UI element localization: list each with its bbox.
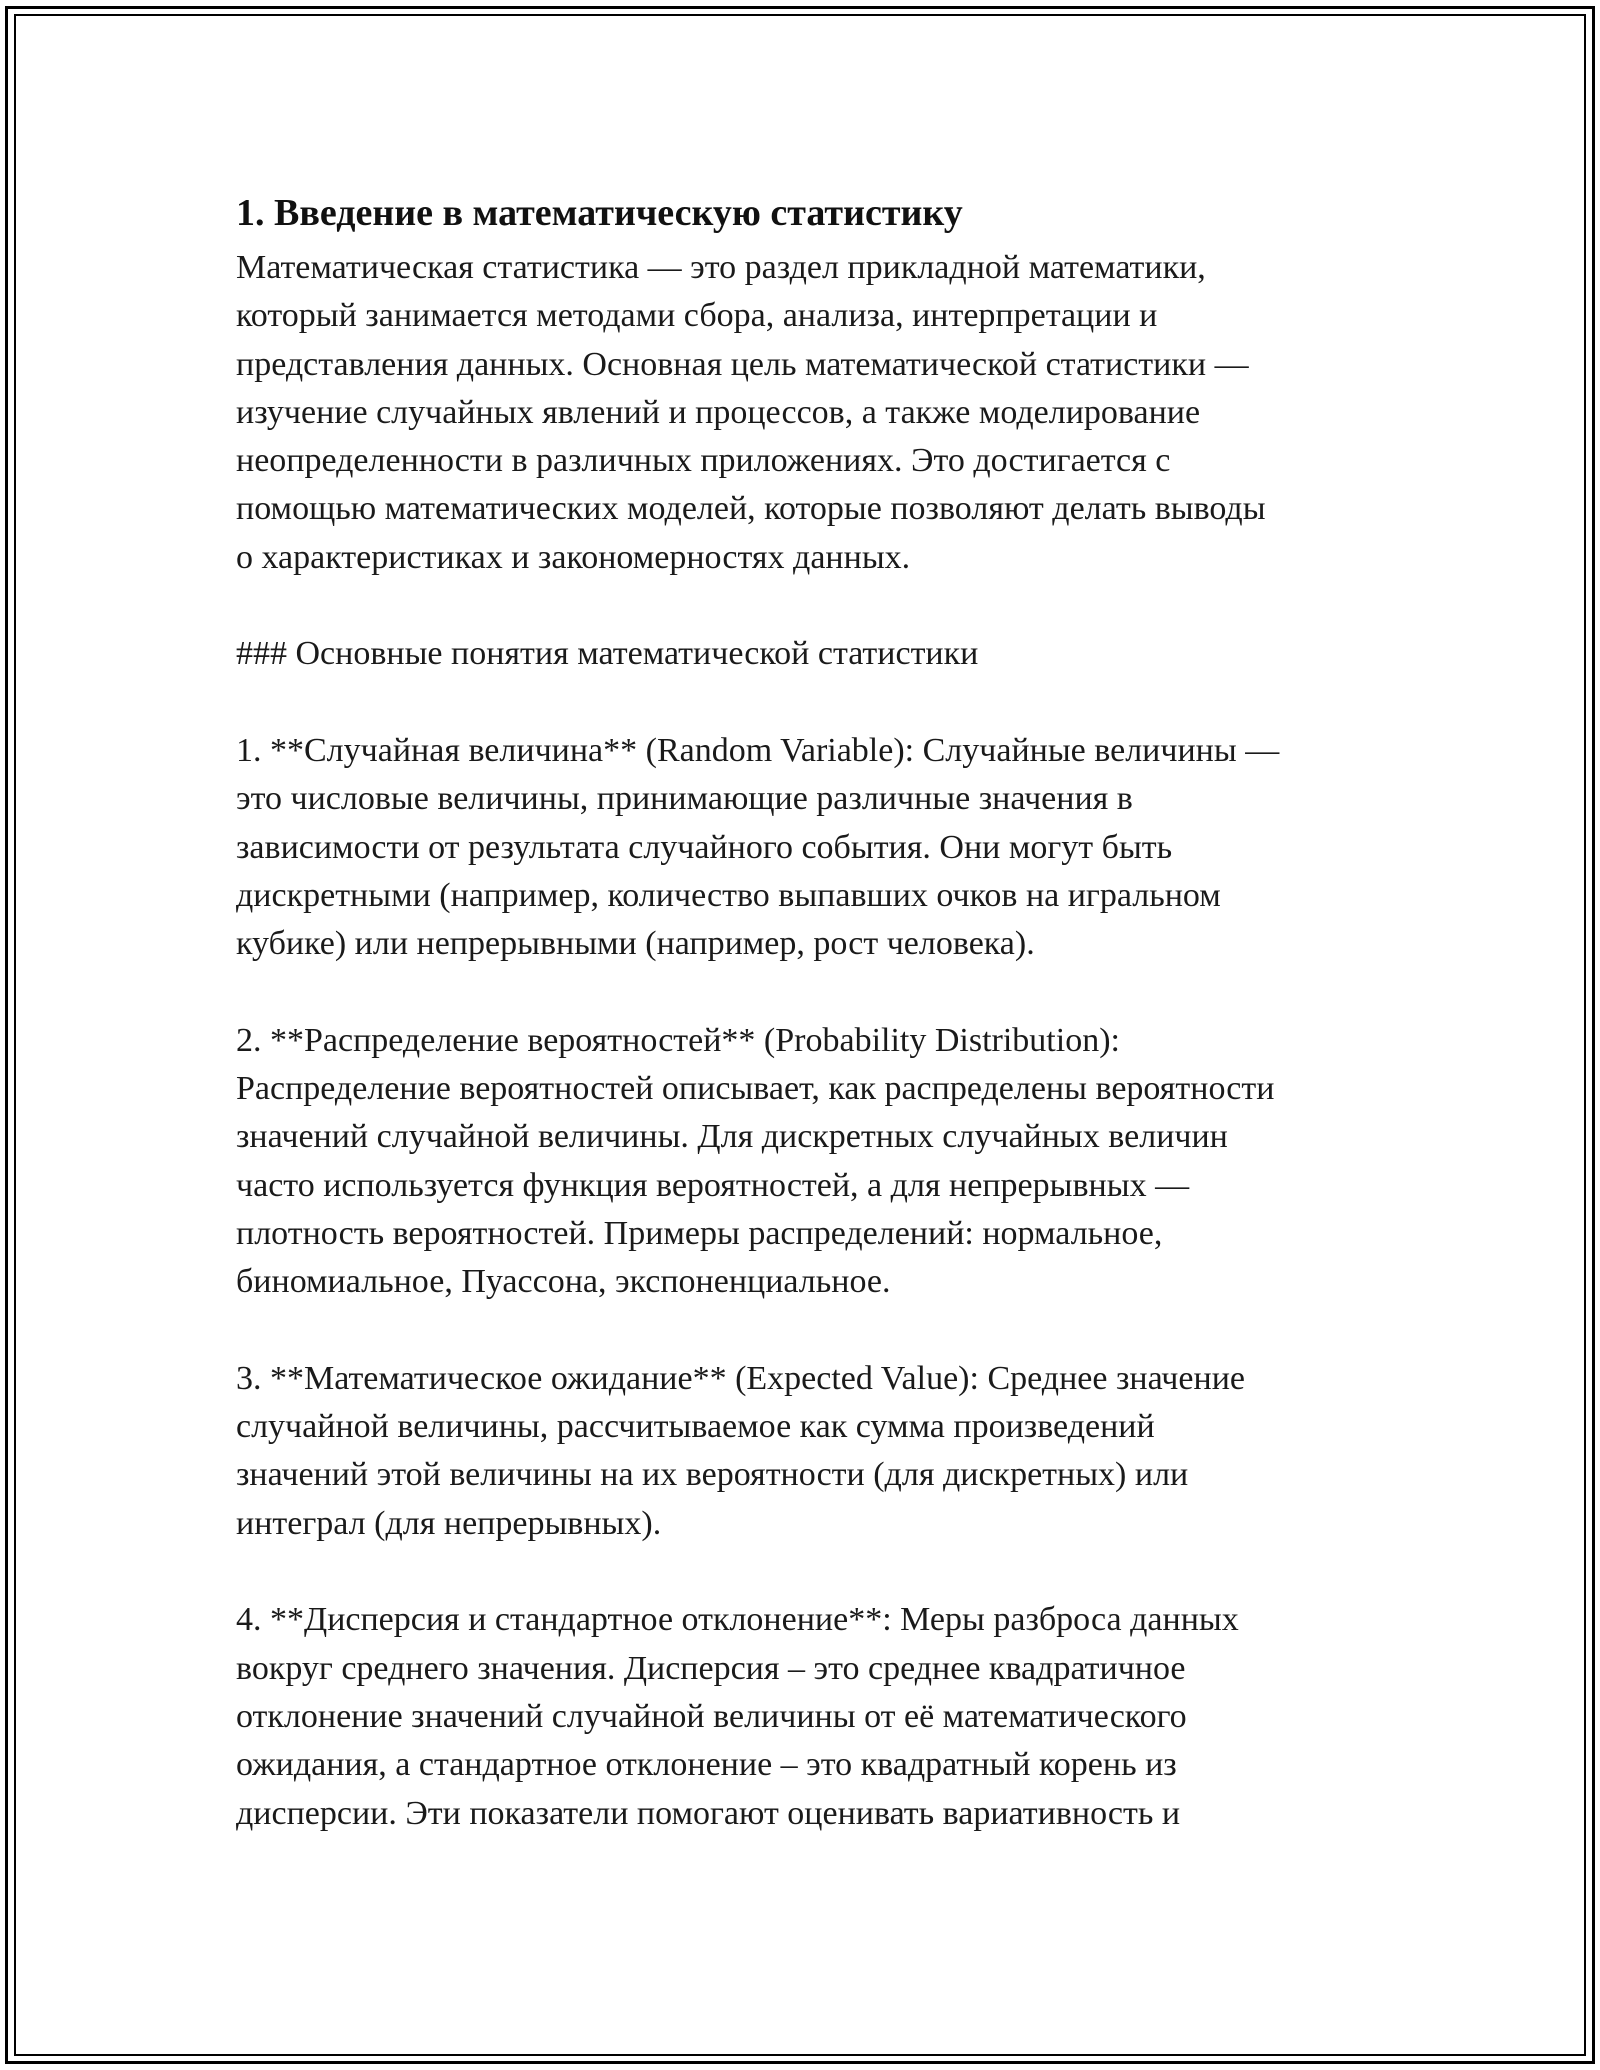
list-item-random-variable: 1. **Случайная величина** (Random Variable): Случайные величины — это числовые величины, принимающие различные значения в зависимости от результата случайного события. Они могут быть дискретными (например, количество выпавших очков на игральном кубике) или непрерывными (например, рост человека). <box>236 731 1280 963</box>
list-item-expected-value: 3. **Математическое ожидание** (Expected Value): Среднее значение случайной величины, рассчитываемое как сумма произведений значений этой величины на их вероятности (для дискретных) или интеграл (для непрерывных). <box>236 1359 1245 1542</box>
list-item-variance: 4. **Дисперсия и стандартное отклонение**: Меры разброса данных вокруг среднего значения. Дисперсия – это среднее квадратичное отклонение значений случайной величины от её математического ожидания, а стандартное отклонение – это квадратный корень из дисперсии. Эти показатели помогают оценивать вариативность и <box>236 1601 1239 1832</box>
paragraph-gap <box>236 968 1396 1016</box>
document-body <box>236 182 1396 1838</box>
paragraph-gap <box>236 582 1396 630</box>
paragraph-gap <box>236 1307 1396 1355</box>
list-item-probability-distribution: 2. **Распределение вероятностей** (Probability Distribution): Распределение вероятностей описывает, как распределены вероятности значений случайной величины. Для дискретных случайных величин часто используется функция вероятностей, а для непрерывных — плотность вероятностей. Примеры распределений: нормальное, биномиальное, Пуассона, экспоненциальное. <box>236 1021 1275 1301</box>
paragraph-gap <box>236 1548 1396 1596</box>
section-subheading: ### Основные понятия математической статистики <box>236 635 979 673</box>
document-title: 1. Введение в математическую статистику <box>236 192 963 234</box>
paragraph-gap <box>236 679 1396 727</box>
intro-paragraph: Математическая статистика — это раздел прикладной математики, который занимается методами сбора, анализа, интерпретации и представления данных. Основная цель математической статистики — изучение случайных явлений и процессов, а также моделирование неопределенности в различных приложениях. Это достигается с помощью математических моделей, которые позволяют делать выводы о характеристиках и закономерностях данных. <box>236 249 1266 576</box>
